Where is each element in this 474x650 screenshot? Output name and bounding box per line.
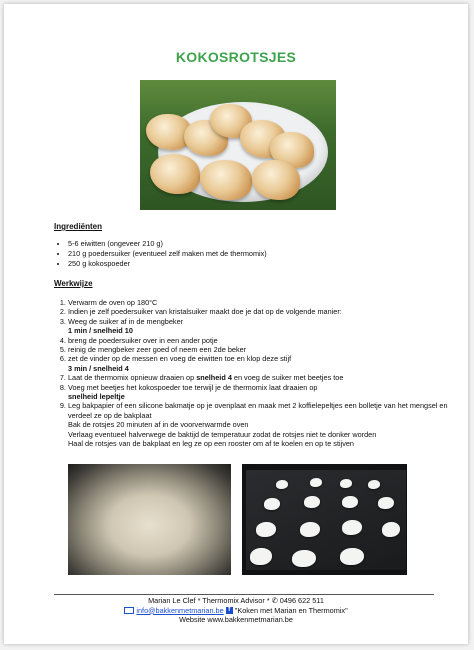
step-text: zet de vinder op de messen en voeg de eiwitten toe en klop deze stijf: [68, 354, 292, 364]
footer: [4, 596, 468, 625]
list-item: • 5-6 eiwitten (ongeveer 210 g): [68, 239, 267, 249]
dough-blob: [340, 548, 364, 565]
dough-blob: [300, 522, 320, 537]
dough-blob: [368, 480, 380, 489]
cookie: [150, 154, 200, 194]
website-line[interactable]: Website www.bakkenmetmarian.be: [179, 615, 293, 624]
list-item: [68, 345, 448, 354]
list-item: • 210 g poedersuiker (eventueel zelf maken met de thermomix): [68, 249, 267, 259]
list-item: [68, 354, 448, 373]
baking-tray-photo: [242, 464, 407, 575]
cookies-photo: [140, 80, 336, 210]
dough-blob: [342, 496, 358, 508]
footer-divider: [54, 594, 434, 595]
step-text: Indien je zelf poedersuiker van kristalsuiker maakt doe je dat op de volgende manier:: [68, 307, 342, 317]
list-item: [68, 383, 448, 402]
list-item: [68, 307, 448, 316]
step-setting: 3 min / snelheid 4: [68, 363, 129, 373]
envelope-icon: [124, 607, 134, 614]
step-text: Leg bakpapier of een silicone bakmatje op je ovenplaat en maak met 2 koffielepeltjes een bolletje van het mengsel en verdeel ze op de bakplaat: [68, 401, 448, 420]
step-note: Bak de rotsjes 20 minuten af in de voorverwarmde oven: [68, 420, 249, 430]
dough-blob: [304, 496, 320, 508]
method-steps: [54, 298, 448, 449]
dough-blob: [382, 522, 400, 537]
dough-blob: [276, 480, 288, 489]
dough-blob: [378, 497, 394, 509]
step-text: Weeg de suiker af in de mengbeker: [68, 316, 184, 326]
dough-blob: [250, 548, 272, 565]
dough-blob: [256, 522, 276, 537]
step-text: breng de poedersuiker over in een ander potje: [68, 335, 218, 345]
step-note: Verlaag eventueel halverwege de baktijd de temperatuur zodat de rotsjes niet te donker worden: [68, 429, 377, 439]
dough-blob: [292, 550, 316, 567]
list-item: [68, 298, 448, 307]
facebook-text: "Koken met Marian en Thermomix": [234, 605, 348, 615]
email-line: [4, 606, 468, 616]
list-item: [68, 373, 448, 382]
email-link[interactable]: info@bakkenmetmarian.be: [136, 605, 224, 615]
list-item: • 250 g kokospoeder: [68, 259, 267, 269]
list-item: [68, 401, 448, 448]
dough-blob: [340, 479, 352, 488]
dough-blob: [264, 498, 280, 510]
ingredients-list: [54, 239, 267, 269]
recipe-page: [4, 4, 468, 644]
step-text: en voeg de suiker met beetjes toe: [231, 373, 344, 383]
recipe-title: KOKOSROTSJES: [175, 49, 297, 65]
dough-blob: [342, 520, 362, 535]
step-setting: snelheid 4: [196, 373, 232, 383]
method-heading: Werkwijze: [54, 279, 93, 288]
dough-blob: [310, 478, 322, 487]
mixing-bowl-photo: [68, 464, 231, 575]
list-item: [68, 336, 448, 345]
facebook-icon: f: [226, 607, 233, 614]
step-text: Voeg met beetjes het kokospoeder toe terwijl je de thermomix laat draaien op: [68, 382, 318, 392]
baking-tray: [246, 470, 406, 570]
step-setting: 1 min / snelheid 10: [68, 326, 133, 336]
step-text: reinig de mengbeker zeer goed of neem een 2de beker: [68, 345, 247, 355]
step-text: Laat de thermomix opnieuw draaien op: [68, 373, 197, 383]
step-setting: snelheid lepeltje: [68, 392, 125, 402]
step-text: Verwarm de oven op 180°C: [68, 298, 158, 307]
list-item: [68, 317, 448, 336]
contact-line: Marian Le Clef * Thermomix Advisor * ✆ 0496 622 511: [148, 596, 324, 605]
step-note: Haal de rotsjes van de bakplaat en leg ze op een rooster om af te koelen en op te stijven: [68, 439, 354, 449]
ingredients-heading: Ingrediënten: [54, 222, 103, 231]
